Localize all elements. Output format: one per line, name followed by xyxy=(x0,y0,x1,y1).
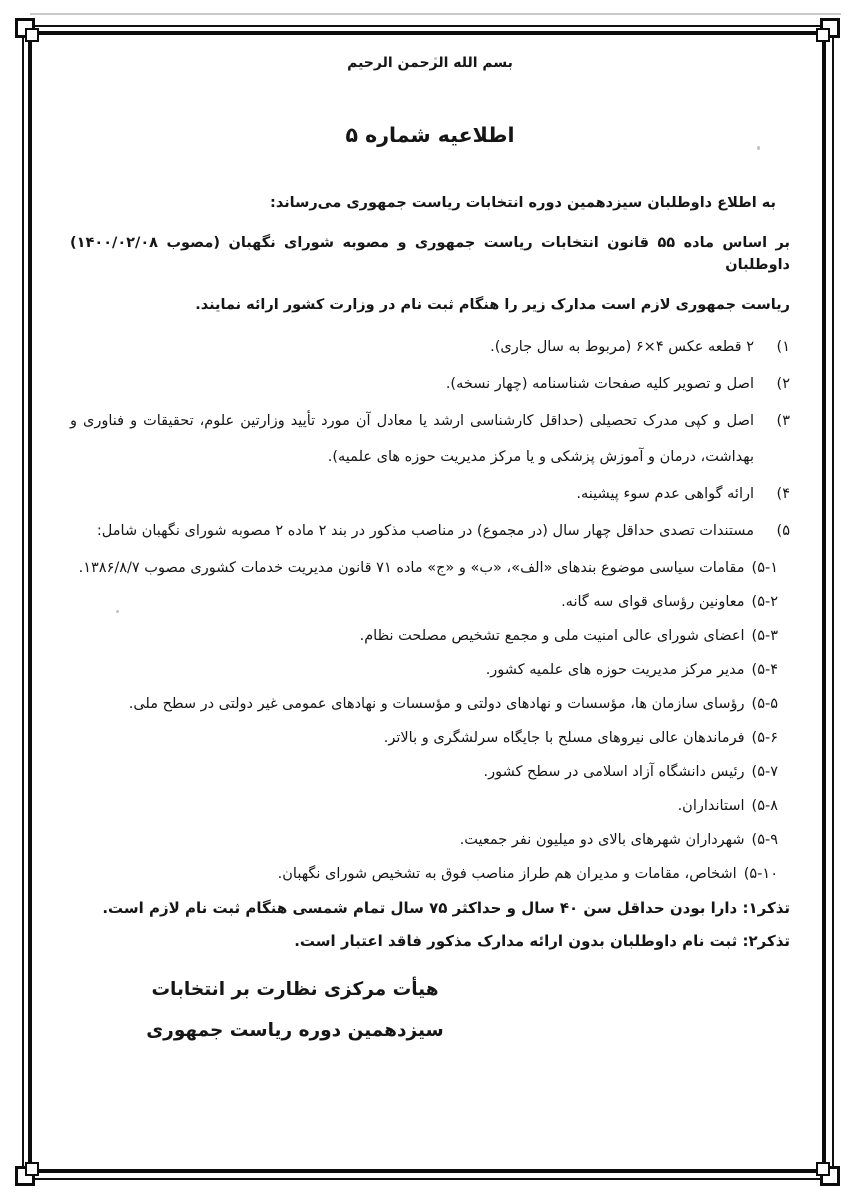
sub-item-text: استانداران. xyxy=(677,798,745,814)
intro-line: بر اساس ماده ۵۵ قانون انتخابات ریاست جمهوری و مصوبه شورای نگهبان (مصوب ۱۴۰۰/۰۲/۰۸) داوطلبان xyxy=(70,235,790,273)
sub-item-text: رؤسای سازمان ها، مؤسسات و نهادهای دولتی و مؤسسات و نهادهای عمومی غیر دولتی در سطح ملی. xyxy=(128,696,745,712)
sub-item-number: ۵-۵) xyxy=(751,696,778,712)
intro-paragraph xyxy=(70,192,790,316)
list-item xyxy=(70,336,790,358)
sub-item-text: معاونین رؤسای قوای سه گانه. xyxy=(561,594,745,610)
sub-item-text: فرماندهان عالی نیروهای مسلح با جایگاه سرلشگری و بالاتر. xyxy=(383,730,745,746)
signature-line: هیأت مرکزی نظارت بر انتخابات xyxy=(151,979,439,1000)
list-item-text xyxy=(70,410,754,468)
sub-item-number: ۵-۱۰) xyxy=(743,866,778,882)
sub-list-item xyxy=(70,761,790,783)
sub-item-number: ۵-۳) xyxy=(751,628,778,644)
sub-item-number: ۵-۴) xyxy=(751,662,778,678)
sub-list-item xyxy=(70,795,790,817)
list-item-text-line: بهداشت، درمان و آموزش پزشکی و یا مرکز مدیریت حوزه های علمیه). xyxy=(327,449,754,465)
remarks-block xyxy=(70,897,790,952)
list-item-number: ۴) xyxy=(776,486,790,502)
signature-block xyxy=(145,978,445,1043)
sub-item-text: مدیر مرکز مدیریت حوزه های علمیه کشور. xyxy=(485,662,745,678)
list-item xyxy=(70,483,790,505)
list-item-number: ۱) xyxy=(776,339,790,355)
list-item xyxy=(70,373,790,395)
list-item-number: ۳) xyxy=(776,413,790,429)
sub-list-item xyxy=(70,557,790,579)
bismillah-header: بسم الله الرحمن الرحیم xyxy=(347,55,513,71)
sub-item-number: ۵-۲) xyxy=(751,594,778,610)
list-item-text: ۲ قطعه عکس ۴×۶ (مربوط به سال جاری). xyxy=(490,339,754,355)
sub-list-item xyxy=(70,727,790,749)
scan-edge-line xyxy=(30,13,841,15)
sub-list-item xyxy=(70,863,790,885)
list-item-text: مستندات تصدی حداقل چهار سال (در مجموع) در مناصب مذکور در بند ۲ ماده ۲ مصوبه شورای نگهبان شامل: xyxy=(96,523,754,539)
list-item xyxy=(70,410,790,468)
sub-list-item xyxy=(70,693,790,715)
border-corner-ornament-top-left xyxy=(15,18,45,48)
sub-list-item xyxy=(70,659,790,681)
sub-list-item xyxy=(70,591,790,613)
page-title: اطلاعیه شماره ۵ xyxy=(345,123,515,147)
sub-item-number: ۵-۱) xyxy=(751,560,778,576)
sub-item-text: شهرداران شهرهای بالای دو میلیون نفر جمعیت. xyxy=(459,832,745,848)
signature-line: سیزدهمین دوره ریاست جمهوری xyxy=(146,1020,444,1041)
border-corner-ornament-top-right xyxy=(810,18,840,48)
sub-item-text: مقامات سیاسی موضوع بندهای «الف»، «ب» و «ج» ماده ۷۱ قانون مدیریت خدمات کشوری مصوب ۱۳۸۶/۸/۷. xyxy=(78,560,745,576)
list-item-number: ۲) xyxy=(776,376,790,392)
sub-item-number: ۵-۷) xyxy=(751,764,778,780)
list-item-text-line: اصل و کپی مدرک تحصیلی (حداقل کارشناسی ارشد یا معادل آن مورد تأیید وزارتین علوم، تحقیقات و فناوری و xyxy=(70,413,754,429)
sub-list-item xyxy=(70,829,790,851)
sub-item-number: ۵-۹) xyxy=(751,832,778,848)
list-item xyxy=(70,520,790,542)
list-item-number: ۵) xyxy=(776,523,790,539)
document-body xyxy=(70,36,790,1060)
intro-line: به اطلاع داوطلبان سیزدهمین دوره انتخابات ریاست جمهوری می‌رساند: xyxy=(270,195,776,211)
list-item-text: ارائه گواهی عدم سوء پیشینه. xyxy=(576,486,754,502)
sub-list-item xyxy=(70,625,790,647)
sub-item-text: اشخاص، مقامات و مدیران هم طراز مناصب فوق به تشخیص شورای نگهبان. xyxy=(277,866,737,882)
border-corner-ornament-bottom-left xyxy=(15,1156,45,1186)
sub-item-text: اعضای شورای عالی امنیت ملی و مجمع تشخیص مصلحت نظام. xyxy=(359,628,745,644)
sub-item-text: رئیس دانشگاه آزاد اسلامی در سطح کشور. xyxy=(483,764,745,780)
list-item-text: اصل و تصویر کلیه صفحات شناسنامه (چهار نسخه). xyxy=(445,376,754,392)
requirements-list xyxy=(70,336,790,885)
sub-item-number: ۵-۶) xyxy=(751,730,778,746)
intro-line: ریاست جمهوری لازم است مدارک زیر را هنگام ثبت نام در وزارت کشور ارائه نمایند. xyxy=(195,297,790,313)
sub-item-number: ۵-۸) xyxy=(751,798,778,814)
remark-line: تذکر۲: ثبت نام داوطلبان بدون ارائه مدارک مذکور فاقد اعتبار است. xyxy=(294,932,790,950)
border-corner-ornament-bottom-right xyxy=(810,1156,840,1186)
remark-line: تذکر۱: دارا بودن حداقل سن ۴۰ سال و حداکثر ۷۵ سال تمام شمسی هنگام ثبت نام لازم است. xyxy=(102,899,790,917)
